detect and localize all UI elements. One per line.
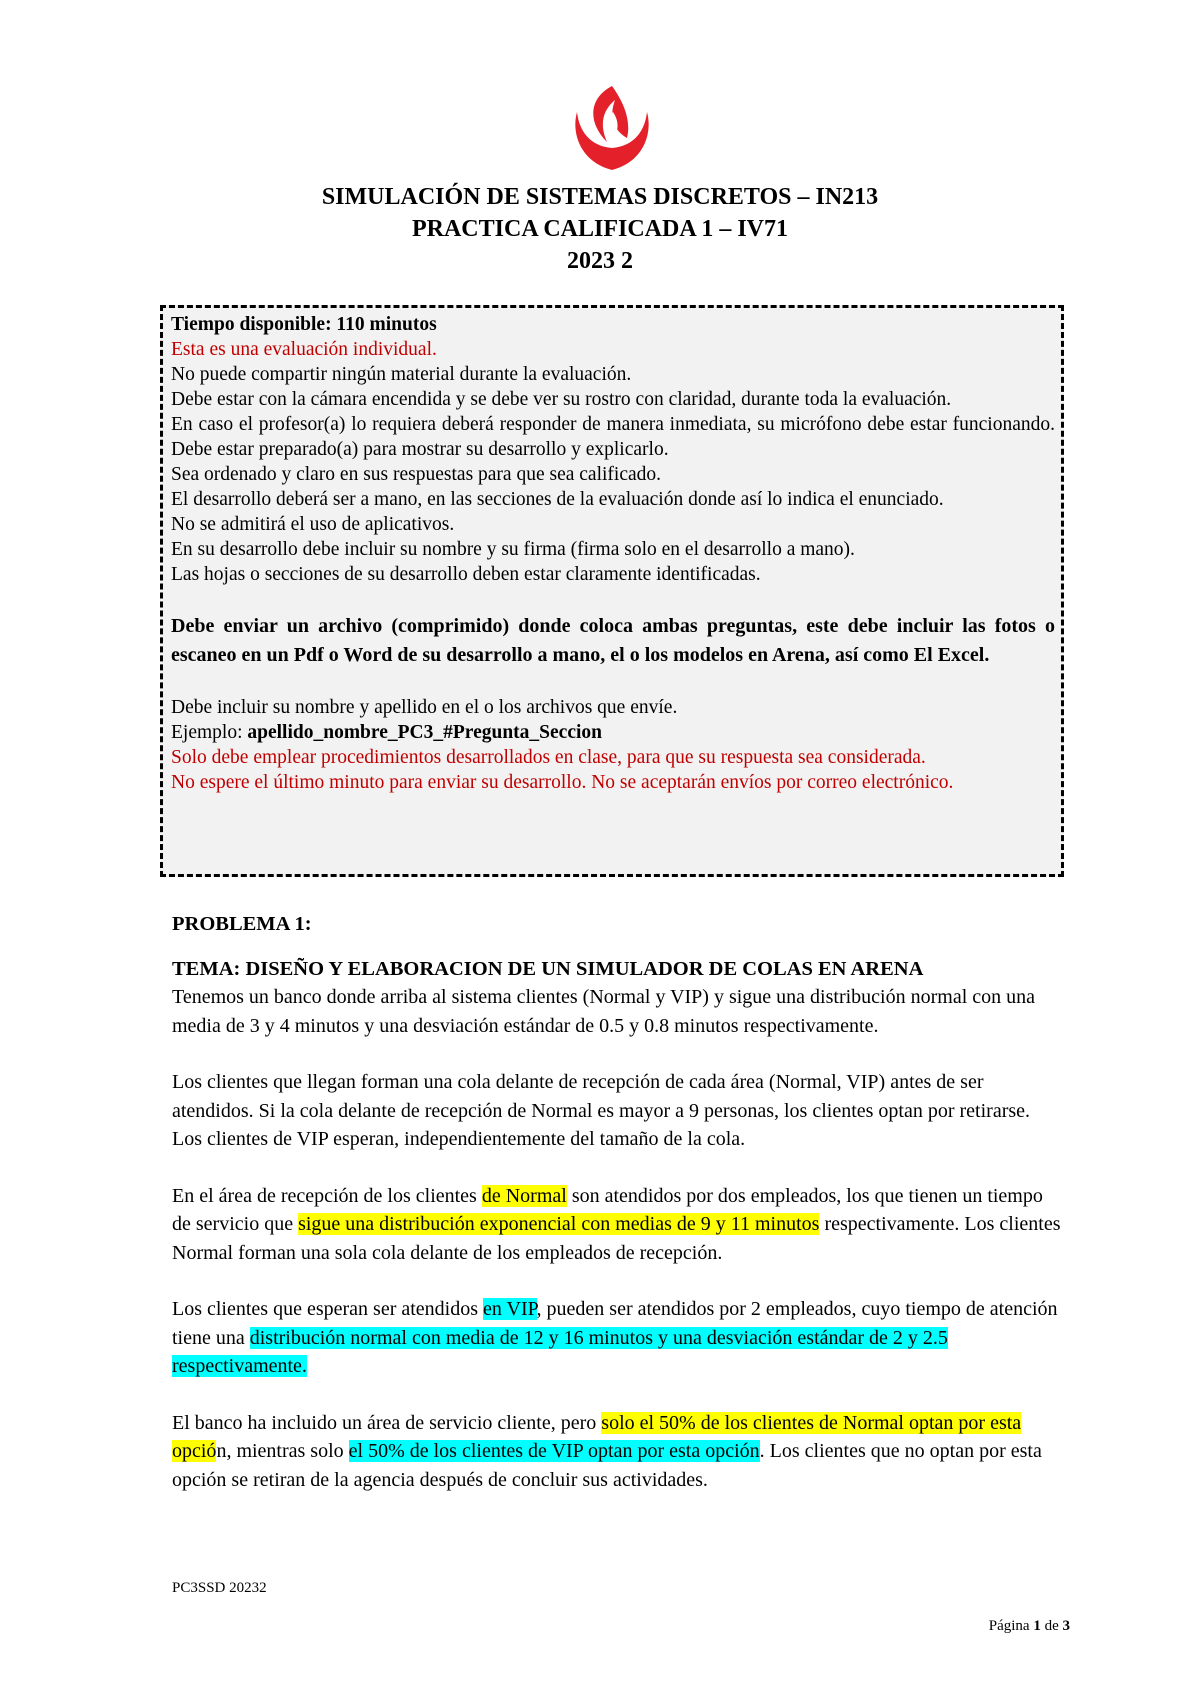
camera-note: Debe estar con la cámara encendida y se debe ver su rostro con claridad, durante toda la evaluación. (171, 389, 952, 410)
example-line (171, 720, 1055, 745)
problem-paragraph-2: Los clientes que llegan forman una cola delante de recepción de cada área (Normal, VIP) antes de ser atendidos. Si la cola delante de recepción de Normal es mayor a 9 personas, los clientes optan por retirarse. Los clientes de VIP esperan, independientemente del tamaño de la cola. (172, 1071, 1031, 1150)
problem-paragraph-1: Tenemos un banco donde arriba al sistema clientes (Normal y VIP) y sigue una distribución normal con una media de 3 y 4 minutos y una desviación estándar de 0.5 y 0.8 minutos respectivamente. (172, 986, 1036, 1037)
last-minute-note: No espere el último minuto para enviar su desarrollo. No se aceptarán envíos por correo electrónico. (171, 772, 954, 793)
problem-paragraph-4 (172, 1295, 1062, 1381)
problem-paragraph-5 (172, 1409, 1062, 1495)
page-current: 1 (1033, 1618, 1041, 1634)
p3-text-b: son atendidos por dos empleados, los que tienen un tiempo de servicio que (172, 1184, 1043, 1235)
p3-highlight-distribution: sigue una distribución exponencial con medias de 9 y 11 minutos (298, 1213, 820, 1235)
procedures-note: Solo debe emplear procedimientos desarrollados en clase, para que su respuesta sea considerada. (171, 747, 926, 768)
p5-text-c: . Los clientes que no optan por esta opción se retiran de la agencia después de concluir sus actividades. (172, 1440, 1042, 1491)
problem-topic: TEMA: DISEÑO Y ELABORACION DE UN SIMULADOR DE COLAS EN ARENA (172, 957, 924, 980)
p4-highlight-vip: en VIP (483, 1298, 537, 1320)
name-sign-note: En su desarrollo debe incluir su nombre y su firma (firma solo en el desarrollo a mano). (171, 539, 855, 560)
of-word: de (1040, 1618, 1063, 1634)
p5-text-b: n, mientras solo (216, 1440, 349, 1462)
footer-code: PC3SSD 20232 (172, 1580, 267, 1596)
exam-title: PRACTICA CALIFICADA 1 – IV71 (411, 216, 789, 242)
university-logo (569, 82, 655, 174)
p5-text-a: El banco ha incluido un área de servicio cliente, pero (172, 1411, 602, 1434)
problem-heading: PROBLEMA 1: (172, 913, 312, 935)
instructions-box (160, 305, 1064, 877)
problem-paragraph-3 (172, 1182, 1062, 1268)
p4-text-b: , pueden ser atendidos por 2 empleados, cuyo tiempo de atención tiene una (172, 1298, 1058, 1349)
ordered-note: Sea ordenado y claro en sus respuestas para que sea calificado. (171, 464, 662, 485)
sheets-note: Las hojas o secciones de su desarrollo deben estar claramente identificadas. (171, 564, 761, 585)
term-title: 2023 2 (567, 248, 633, 274)
p3-text-a: En el área de recepción de los clientes (172, 1184, 482, 1207)
example-label: Ejemplo: (171, 722, 248, 743)
example-value: apellido_nombre_PC3_#Pregunta_Seccion (247, 722, 602, 743)
p4-text-a: Los clientes que esperan ser atendidos (172, 1298, 484, 1320)
no-share-note: No puede compartir ningún material durante la evaluación. (171, 364, 632, 385)
page-word: Página (988, 1618, 1034, 1634)
problem-section (172, 910, 1062, 1494)
by-hand-note: El desarrollo deberá ser a mano, en las secciones de la evaluación donde así lo indica el enunciado. (171, 489, 944, 510)
p3-highlight-normal: de Normal (481, 1184, 567, 1207)
page-number (989, 1618, 1070, 1635)
p4-highlight-distribution: distribución normal con media de 12 y 16 minutos y una desviación estándar de 2 y 2.5 respectivamente. (172, 1326, 948, 1377)
individual-note: Esta es una evaluación individual. (171, 339, 437, 360)
time-available: Tiempo disponible: 110 minutos (171, 314, 437, 335)
professor-note: En caso el profesor(a) lo requiera deberá responder de manera inmediata, su micrófono debe estar funcionando. Debe estar preparado(a) para mostrar su desarrollo y explicarlo. (171, 414, 1055, 460)
p3-text-c: respectivamente. Los clientes Normal forman una sola cola delante de los empleados de recepción. (172, 1213, 1061, 1264)
no-apps-note: No se admitirá el uso de aplicativos. (171, 514, 455, 535)
p5-highlight-normal: solo el 50% de los clientes de Normal optan por esta opció (172, 1411, 1022, 1462)
course-title: SIMULACIÓN DE SISTEMAS DISCRETOS – IN213 (321, 184, 879, 210)
page-total: 3 (1062, 1618, 1070, 1634)
include-name-note: Debe incluir su nombre y apellido en el o los archivos que envíe. (171, 697, 678, 718)
p5-highlight-vip: el 50% de los clientes de VIP optan por esta opción (348, 1440, 760, 1462)
send-file-note: Debe enviar un archivo (comprimido) donde coloca ambas preguntas, este debe incluir las fotos o escaneo en un Pdf o Word de su desarrollo a mano, el o los modelos en Arena, así como El Excel. (171, 615, 1055, 666)
